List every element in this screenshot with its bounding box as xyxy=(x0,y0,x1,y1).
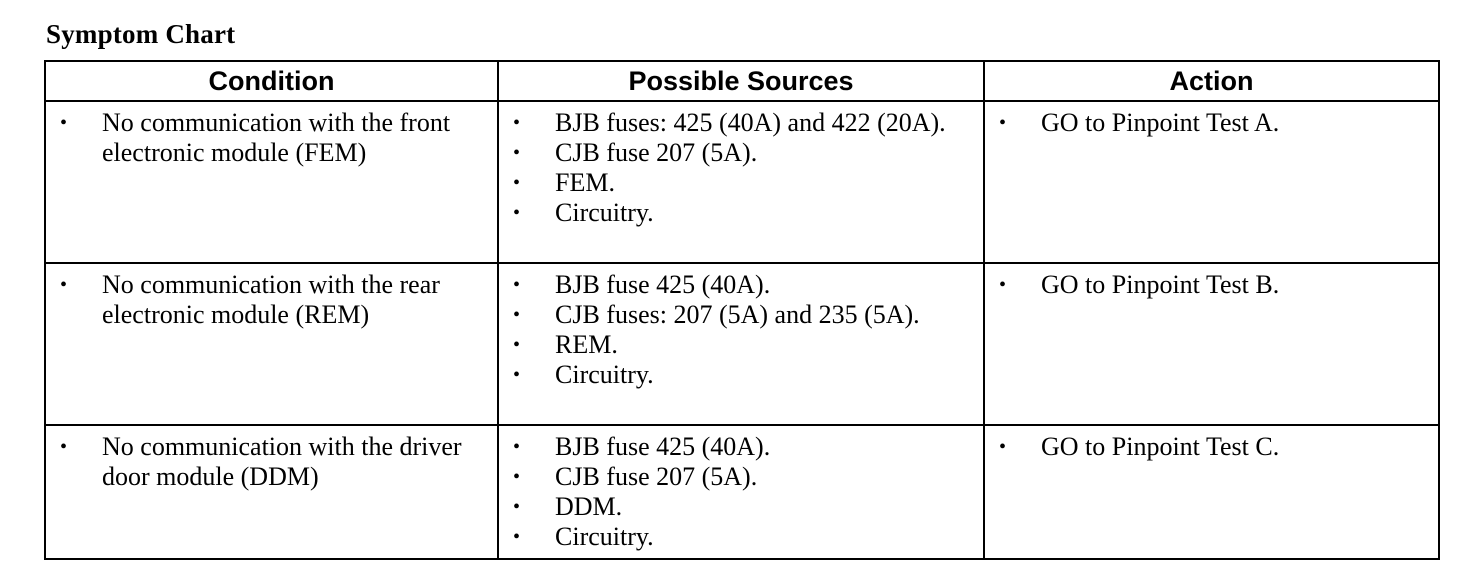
action-cell xyxy=(984,263,1439,425)
document-title: Symptom Chart xyxy=(46,19,236,49)
source-item xyxy=(499,198,983,228)
source-text: BJB fuse 425 (40A). xyxy=(555,270,771,299)
condition-cell xyxy=(45,425,498,559)
condition-text: No communication with the rear electronic module (REM) xyxy=(102,270,440,329)
action-cell xyxy=(984,425,1439,559)
source-item xyxy=(499,168,983,198)
bullet-icon: • xyxy=(513,466,521,488)
table-header-row xyxy=(45,61,1439,101)
action-cell xyxy=(984,101,1439,263)
condition-item xyxy=(46,270,497,330)
header-condition: Condition xyxy=(45,61,498,101)
source-text: Circuitry. xyxy=(555,360,654,389)
condition-item xyxy=(46,432,497,492)
source-text: CJB fuse 207 (5A). xyxy=(555,462,758,491)
bullet-icon: • xyxy=(513,496,521,518)
action-item xyxy=(985,108,1438,138)
bullet-icon: • xyxy=(513,526,521,548)
bullet-icon: • xyxy=(60,112,68,134)
source-text: Circuitry. xyxy=(555,522,654,551)
source-item xyxy=(499,522,983,552)
bullet-icon: • xyxy=(513,202,521,224)
source-item xyxy=(499,300,983,330)
header-possible-sources: Possible Sources xyxy=(498,61,984,101)
bullet-icon: • xyxy=(999,274,1007,296)
source-item xyxy=(499,360,983,390)
source-item xyxy=(499,138,983,168)
bullet-icon: • xyxy=(60,274,68,296)
sources-cell xyxy=(498,263,984,425)
action-text: GO to Pinpoint Test C. xyxy=(1041,432,1280,461)
action-text: GO to Pinpoint Test A. xyxy=(1041,108,1280,137)
condition-cell xyxy=(45,101,498,263)
bullet-icon: • xyxy=(513,112,521,134)
bullet-icon: • xyxy=(513,274,521,296)
condition-item xyxy=(46,108,497,168)
bullet-icon: • xyxy=(999,436,1007,458)
action-text: GO to Pinpoint Test B. xyxy=(1041,270,1280,299)
bullet-icon: • xyxy=(513,142,521,164)
bullet-icon: • xyxy=(513,334,521,356)
source-text: FEM. xyxy=(555,168,615,197)
source-item xyxy=(499,330,983,360)
source-item xyxy=(499,492,983,522)
table-row xyxy=(45,263,1439,425)
bullet-icon: • xyxy=(999,112,1007,134)
source-item xyxy=(499,432,983,462)
action-item xyxy=(985,270,1438,300)
condition-text: No communication with the front electronic module (FEM) xyxy=(102,108,451,167)
source-text: BJB fuse 425 (40A). xyxy=(555,432,771,461)
source-text: CJB fuse 207 (5A). xyxy=(555,138,758,167)
bullet-icon: • xyxy=(513,172,521,194)
table-row xyxy=(45,101,1439,263)
bullet-icon: • xyxy=(513,436,521,458)
header-action: Action xyxy=(984,61,1439,101)
bullet-icon: • xyxy=(513,364,521,386)
action-item xyxy=(985,432,1438,462)
source-item xyxy=(499,270,983,300)
source-text: BJB fuses: 425 (40A) and 422 (20A). xyxy=(555,108,946,137)
source-text: DDM. xyxy=(555,492,623,521)
bullet-icon: • xyxy=(513,304,521,326)
sources-cell xyxy=(498,101,984,263)
condition-text: No communication with the driver door module (DDM) xyxy=(102,432,462,491)
sources-cell xyxy=(498,425,984,559)
condition-cell xyxy=(45,263,498,425)
source-text: Circuitry. xyxy=(555,198,654,227)
bullet-icon: • xyxy=(60,436,68,458)
source-item xyxy=(499,108,983,138)
source-text: REM. xyxy=(555,330,618,359)
source-text: CJB fuses: 207 (5A) and 235 (5A). xyxy=(555,300,920,329)
source-item xyxy=(499,462,983,492)
table-row xyxy=(45,425,1439,559)
symptom-table xyxy=(44,60,1440,560)
